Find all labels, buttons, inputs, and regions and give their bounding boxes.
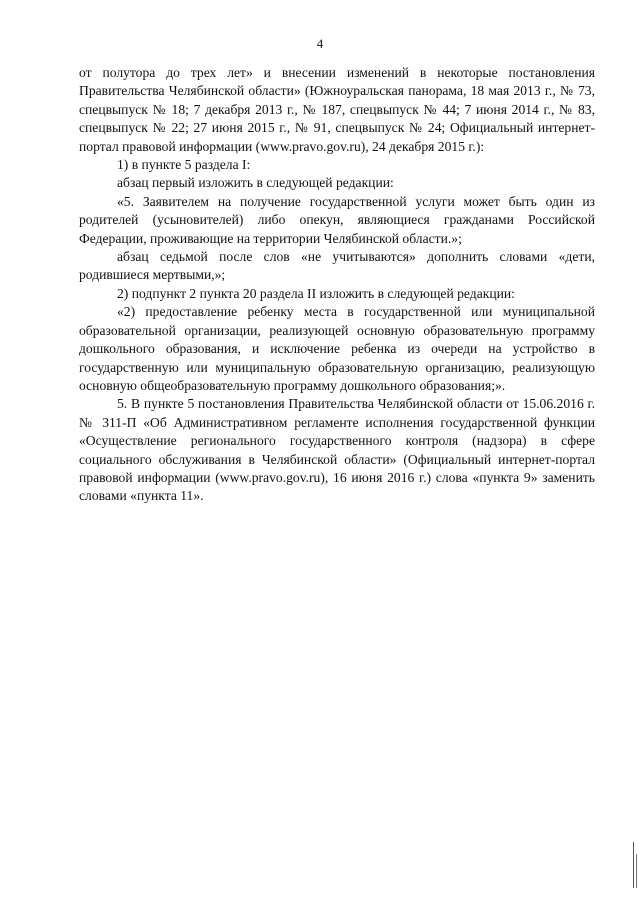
scan-edge-mark-secondary	[636, 854, 637, 888]
paragraph-2: 1) в пункте 5 раздела I:	[117, 157, 251, 173]
page-number: 4	[316, 36, 324, 51]
document-body	[79, 64, 595, 506]
paragraph-3: абзац первый изложить в следующей редакции:	[117, 175, 394, 191]
paragraph-8: 5. В пункте 5 постановления Правительства Челябинской области от 15.06.2016 г. № 311-П «Об Административном регламенте исполнения государственной функции «Осуществление регионального государственного контроля (надзора) в сфере социального обслуживания в Челябинской области» (Официальный интернет-портал правовой информации (www.pravo.gov.ru), 16 июня 2016 г.) слова «пункта 9» заменить словами «пункта 11».	[79, 396, 595, 504]
paragraph-1: от полутора до трех лет» и внесении изменений в некоторые постановления Правительства Челябинской области» (Южноуральская панорама, 18 мая 2013 г., № 73, спецвыпуск № 18; 7 декабря 2013 г., № 187, спецвыпуск № 44; 7 июня 2014 г., № 83, спецвыпуск № 22; 27 июня 2015 г., № 91, спецвыпуск № 24; Официальный интернет-портал правовой информации (www.pravo.gov.ru), 24 декабря 2015 г.):	[79, 65, 595, 154]
paragraph-5: абзац седьмой после слов «не учитываются» дополнить словами «дети, родившиеся мертвыми,»;	[79, 249, 595, 283]
paragraph-7: «2) предоставление ребенку места в государственной или муниципальной образовательной организации, реализующей основную образовательную программу дошкольного образования, и исключение ребенка из очереди на устройство в государственную или муниципальную образовательную организацию, реализующую основную общеобразовательную программу дошкольного образования;».	[79, 304, 595, 393]
paragraph-6: 2) подпункт 2 пункта 20 раздела II изложить в следующей редакции:	[117, 285, 515, 301]
paragraph-4: «5. Заявителем на получение государственной услуги может быть один из родителей (усыновителей) либо опекун, являющиеся гражданами Российской Федерации, проживающие на территории Челябинской области.»;	[79, 193, 595, 246]
scan-edge-mark	[633, 842, 634, 888]
